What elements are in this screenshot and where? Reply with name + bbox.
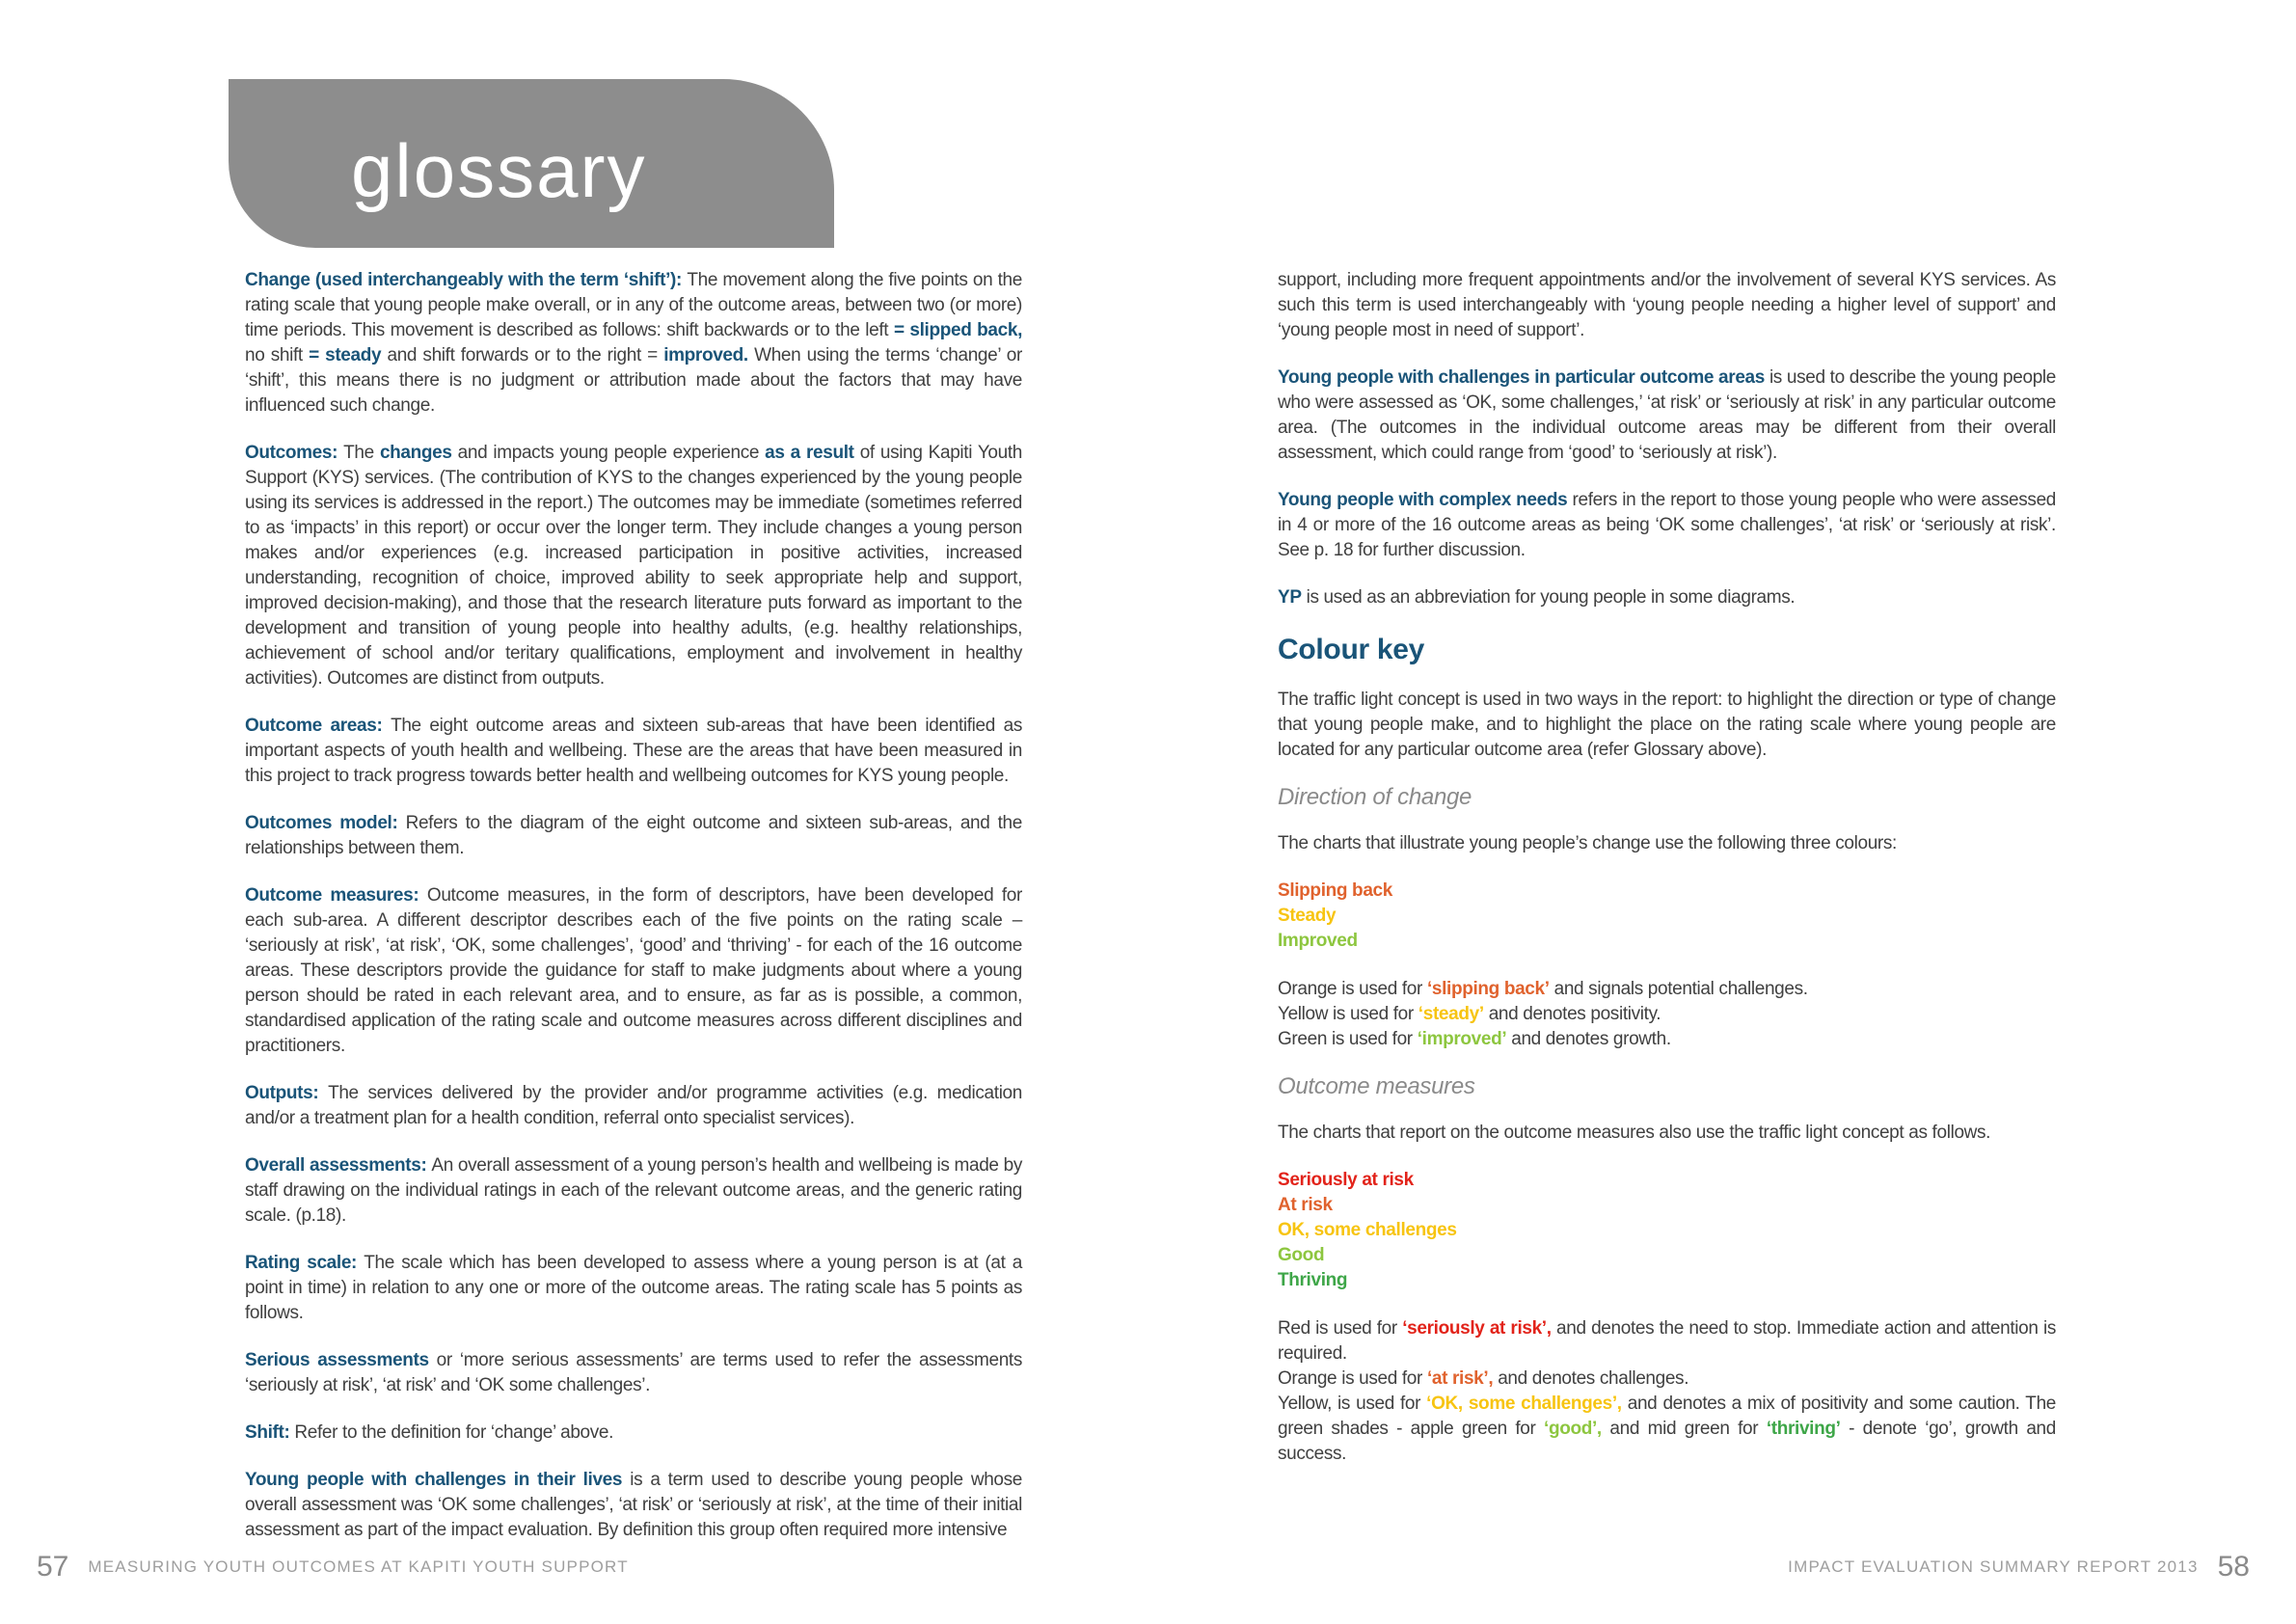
legend-item: Good	[1278, 1245, 1325, 1265]
colour-note-line: Orange is used for ‘slipping back’ and signals potential challenges.	[1278, 979, 1808, 999]
footer-left	[37, 1551, 629, 1583]
direction-of-change-subheading: Direction of change	[1278, 784, 1472, 810]
footer-text-right: IMPACT EVALUATION SUMMARY REPORT 2013	[1788, 1557, 2199, 1576]
legend-item: Improved	[1278, 931, 1358, 951]
colour-key-intro: The traffic light concept is used in two ways in the report: to highlight the direction or type of change that young people make, and to highlight the place on the rating scale where young people are located for any particular outcome area (refer Glossary above).	[1278, 690, 2056, 760]
legend-item: Thriving	[1278, 1270, 1348, 1290]
glossary-paragraph: Serious assessments or ‘more serious assessments’ are terms used to refer the assessments ‘seriously at risk’, ‘at risk’ and ‘OK some challenges’.	[245, 1350, 1022, 1395]
glossary-paragraph: Young people with complex needs refers in the report to those young people who were assessed in 4 or more of the 16 outcome areas as being ‘OK some challenges’, ‘at risk’ or ‘seriously at risk’. See p. 18 for further discussion.	[1278, 490, 2057, 560]
colour-note-line: Yellow, is used for ‘OK, some challenges’, and denotes a mix of positivity and some caution. The green shades - apple green for ‘good’, and mid green for ‘thriving’ - denote ‘go’, growth and success.	[1278, 1394, 2056, 1464]
glossary-paragraph: support, including more frequent appointments and/or the involvement of several KYS services. As such this term is used interchangeably with ‘young people needing a higher level of support’ and ‘young people most in need of support’.	[1278, 270, 2056, 340]
glossary-paragraph: YP is used as an abbreviation for young people in some diagrams.	[1278, 587, 1796, 608]
legend-item: Steady	[1278, 906, 1337, 926]
glossary-paragraph: Outcomes model: Refers to the diagram of the eight outcome and sixteen sub-areas, and the relationships between them.	[245, 813, 1022, 858]
colour-note-line: Green is used for ‘improved’ and denotes growth.	[1278, 1029, 1671, 1049]
colour-note-line: Red is used for ‘seriously at risk’, and denotes the need to stop. Immediate action and attention is required.	[1278, 1318, 2056, 1364]
glossary-definitions	[245, 268, 1022, 1543]
direction-of-change-lead: The charts that illustrate young people’s change use the following three colours:	[1278, 833, 1897, 853]
glossary-paragraph: Outcome areas: The eight outcome areas and sixteen sub-areas that have been identified as important aspects of youth health and wellbeing. These are the areas that have been measured in this project to track progress towards better health and wellbeing outcomes for KYS young people.	[245, 716, 1022, 786]
glossary-paragraph: Rating scale: The scale which has been developed to assess where a young person is at (at a point in time) in relation to any one or more of the outcome areas. The rating scale has 5 points as follows.	[245, 1253, 1022, 1323]
outcome-measures-notes	[1278, 1316, 2056, 1467]
direction-of-change-legend	[1278, 879, 2056, 954]
colour-note-line: Orange is used for ‘at risk’, and denotes challenges.	[1278, 1368, 1689, 1389]
glossary-paragraph: Young people with challenges in particular outcome areas is used to describe the young people who were assessed as ‘OK, some challenges,’ ‘at risk’ or ‘seriously at risk’ in any particular outcome area. (The outcomes in the individual outcome areas may be different from their overall assessment, which could range from ‘good’ to ‘seriously at risk’).	[1278, 367, 2057, 463]
colour-key-heading: Colour key	[1278, 634, 1425, 665]
glossary-definitions-continued	[1278, 268, 2056, 610]
glossary-paragraph: Change (used interchangeably with the term ‘shift’): The movement along the five points on the rating scale that young people make overall, or in any of the outcome areas, between two (or more) time periods. This movement is described as follows: shift backwards or to the left = slipped back, no shift = steady and shift forwards or to the right = improved. When using the terms ‘change’ or ‘shift’, this means there is no judgment or attribution made about the factors that may have influenced such change.	[245, 270, 1023, 416]
glossary-paragraph: Shift: Refer to the definition for ‘change’ above.	[245, 1422, 614, 1443]
legend-item: Slipping back	[1278, 880, 1392, 901]
glossary-paragraph: Outcomes: The changes and impacts young people experience as a result of using Kapiti Youth Support (KYS) services. (The contribution of KYS to the changes experienced by the young people using its services is addressed in the report.) The outcomes may be immediate (sometimes referred to as ‘impacts’ in this report) or occur over the longer term. They include changes a young person makes and/or experiences (e.g. increased participation in positive activities, increased understanding, recognition of choice, improved ability to seek appropriate help and support, improved decision-making), and those that the research literature puts forward as important to the development and transition of young people into healthy adults, (e.g. healthy relationships, achievement of school and/or teritary qualifications, employment and involvement in healthy activities). Outcomes are distinct from outputs.	[245, 443, 1022, 689]
glossary-banner	[229, 79, 834, 248]
glossary-paragraph: Outcome measures: Outcome measures, in the form of descriptors, have been developed for each sub-area. A different descriptor describes each of the five points on the rating scale – ‘seriously at risk’, ‘at risk’, ‘OK, some challenges’, ‘good’ and ‘thriving’ - for each of the 16 outcome areas. These descriptors provide the guidance for staff to make judgments about where a young person should be rated in each relevant area, and to ensure, as far as is possible, a common, standardised application of the rating scale and outcome measures across different disciplines and practitioners.	[245, 885, 1022, 1056]
legend-item: OK, some challenges	[1278, 1220, 1457, 1240]
glossary-paragraph: Outputs: The services delivered by the provider and/or programme activities (e.g. medication and/or a treatment plan for a health condition, referral onto specialist services).	[245, 1083, 1022, 1128]
direction-of-change-notes	[1278, 977, 2056, 1052]
legend-item: Seriously at risk	[1278, 1170, 1414, 1190]
legend-item: At risk	[1278, 1195, 1333, 1215]
footer-text-left: MEASURING YOUTH OUTCOMES AT KAPITI YOUTH SUPPORT	[88, 1557, 629, 1576]
right-column	[1278, 268, 2056, 1489]
colour-note-line: Yellow is used for ‘steady’ and denotes positivity.	[1278, 1004, 1661, 1024]
glossary-paragraph: Overall assessments: An overall assessment of a young person’s health and wellbeing is made by staff drawing on the individual ratings in each of the relevant outcome areas, and the generic rating scale. (p.18).	[245, 1155, 1022, 1226]
page-number-right: 58	[2217, 1551, 2250, 1583]
glossary-paragraph: Young people with challenges in their lives is a term used to describe young people whose overall assessment was ‘OK some challenges’, ‘at risk’ or ‘seriously at risk’, at the time of their initial assessment as part of the impact evaluation. By definition this group often required more intensive	[245, 1470, 1022, 1540]
left-column	[245, 268, 1022, 1565]
footer-right	[1788, 1551, 2250, 1583]
outcome-measures-subheading: Outcome measures	[1278, 1073, 1475, 1099]
page-title: glossary	[351, 127, 647, 213]
outcome-measures-legend	[1278, 1168, 2056, 1293]
page-number-left: 57	[37, 1551, 69, 1583]
outcome-measures-lead: The charts that report on the outcome measures also use the traffic light concept as follows.	[1278, 1123, 1991, 1143]
